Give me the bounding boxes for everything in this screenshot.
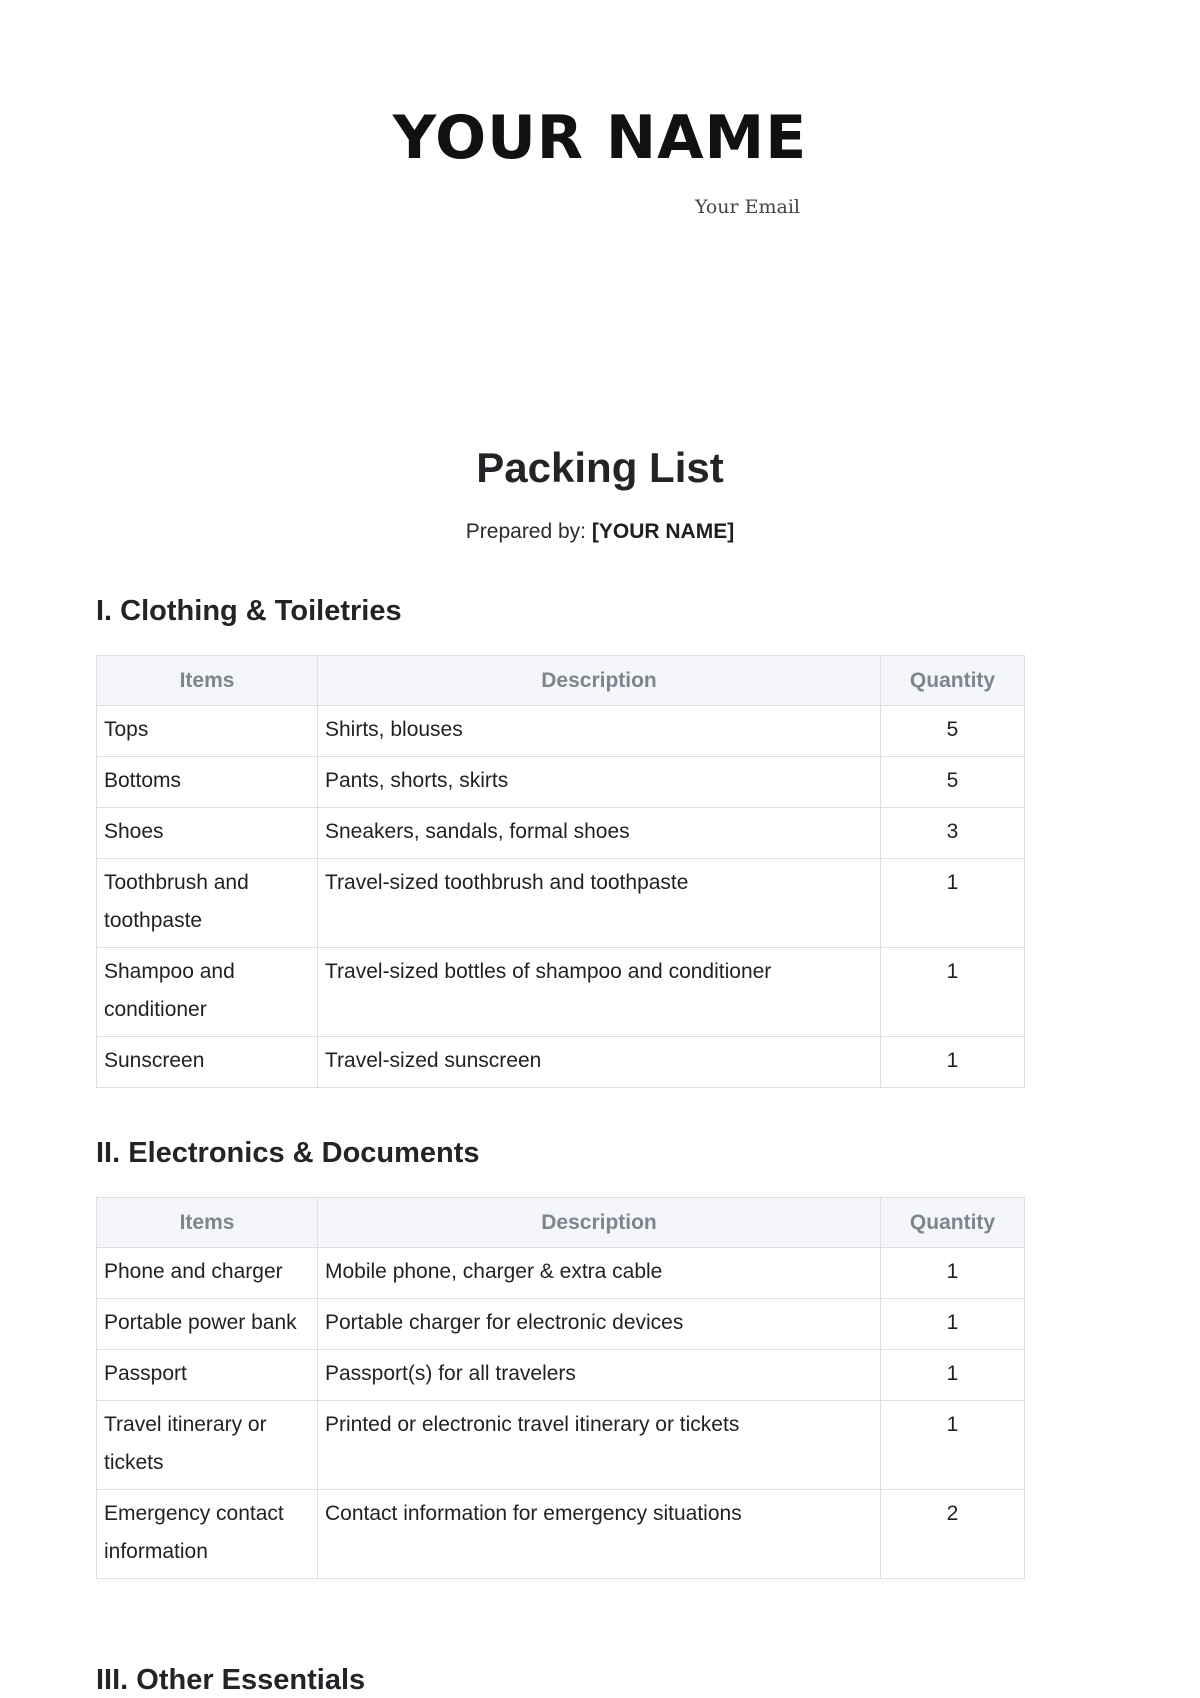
section-heading-clothing: I. Clothing & Toiletries <box>96 595 402 627</box>
item-cell: Shampoo and conditioner <box>97 948 318 1037</box>
item-cell: Travel itinerary or tickets <box>97 1401 318 1490</box>
prepared-by-name: [YOUR NAME] <box>591 520 735 543</box>
section-heading-electronics: II. Electronics & Documents <box>96 1137 480 1169</box>
table-row <box>97 757 1025 808</box>
table-row <box>97 1299 1025 1350</box>
description-cell: Portable charger for electronic devices <box>318 1299 881 1350</box>
table-row <box>97 1248 1025 1299</box>
description-cell: Printed or electronic travel itinerary or tickets <box>318 1401 881 1490</box>
document-title: Packing List <box>476 444 724 491</box>
table-row <box>97 1037 1025 1088</box>
item-cell: Toothbrush and toothpaste <box>97 859 318 948</box>
table-row <box>97 1401 1025 1490</box>
item-cell: Passport <box>97 1350 318 1401</box>
quantity-cell: 1 <box>881 859 1025 948</box>
item-cell: Portable power bank <box>97 1299 318 1350</box>
item-cell: Sunscreen <box>97 1037 318 1088</box>
description-cell: Passport(s) for all travelers <box>318 1350 881 1401</box>
quantity-cell: 1 <box>881 1299 1025 1350</box>
column-header-description: Description <box>318 656 881 706</box>
description-cell: Pants, shorts, skirts <box>318 757 881 808</box>
clothing-toiletries-table <box>96 655 1025 1088</box>
quantity-cell: 5 <box>881 757 1025 808</box>
table-header-row <box>97 1198 1025 1248</box>
quantity-cell: 1 <box>881 1350 1025 1401</box>
table-row <box>97 1490 1025 1579</box>
table-row <box>97 706 1025 757</box>
column-header-items: Items <box>97 656 318 706</box>
column-header-items: Items <box>97 1198 318 1248</box>
item-cell: Phone and charger <box>97 1248 318 1299</box>
description-cell: Sneakers, sandals, formal shoes <box>318 808 881 859</box>
header-email: Your Email <box>694 196 800 218</box>
section-heading-other: III. Other Essentials <box>96 1664 366 1696</box>
quantity-cell: 1 <box>881 1401 1025 1490</box>
item-cell: Tops <box>97 706 318 757</box>
quantity-cell: 1 <box>881 948 1025 1037</box>
electronics-documents-table <box>96 1197 1025 1579</box>
item-cell: Emergency contact information <box>97 1490 318 1579</box>
item-cell: Bottoms <box>97 757 318 808</box>
description-cell: Travel-sized bottles of shampoo and conditioner <box>318 948 881 1037</box>
table-row <box>97 1350 1025 1401</box>
column-header-quantity: Quantity <box>881 1198 1025 1248</box>
header-name: YOUR NAME <box>392 103 808 173</box>
table-row <box>97 948 1025 1037</box>
quantity-cell: 1 <box>881 1248 1025 1299</box>
table-header-row <box>97 656 1025 706</box>
description-cell: Contact information for emergency situations <box>318 1490 881 1579</box>
item-cell: Shoes <box>97 808 318 859</box>
table-row <box>97 859 1025 948</box>
table-row <box>97 808 1025 859</box>
description-cell: Travel-sized sunscreen <box>318 1037 881 1088</box>
quantity-cell: 1 <box>881 1037 1025 1088</box>
prepared-by-label: Prepared by: <box>465 520 587 543</box>
quantity-cell: 5 <box>881 706 1025 757</box>
quantity-cell: 2 <box>881 1490 1025 1579</box>
column-header-quantity: Quantity <box>881 656 1025 706</box>
description-cell: Mobile phone, charger & extra cable <box>318 1248 881 1299</box>
description-cell: Travel-sized toothbrush and toothpaste <box>318 859 881 948</box>
description-cell: Shirts, blouses <box>318 706 881 757</box>
column-header-description: Description <box>318 1198 881 1248</box>
prepared-by <box>0 521 1200 542</box>
quantity-cell: 3 <box>881 808 1025 859</box>
